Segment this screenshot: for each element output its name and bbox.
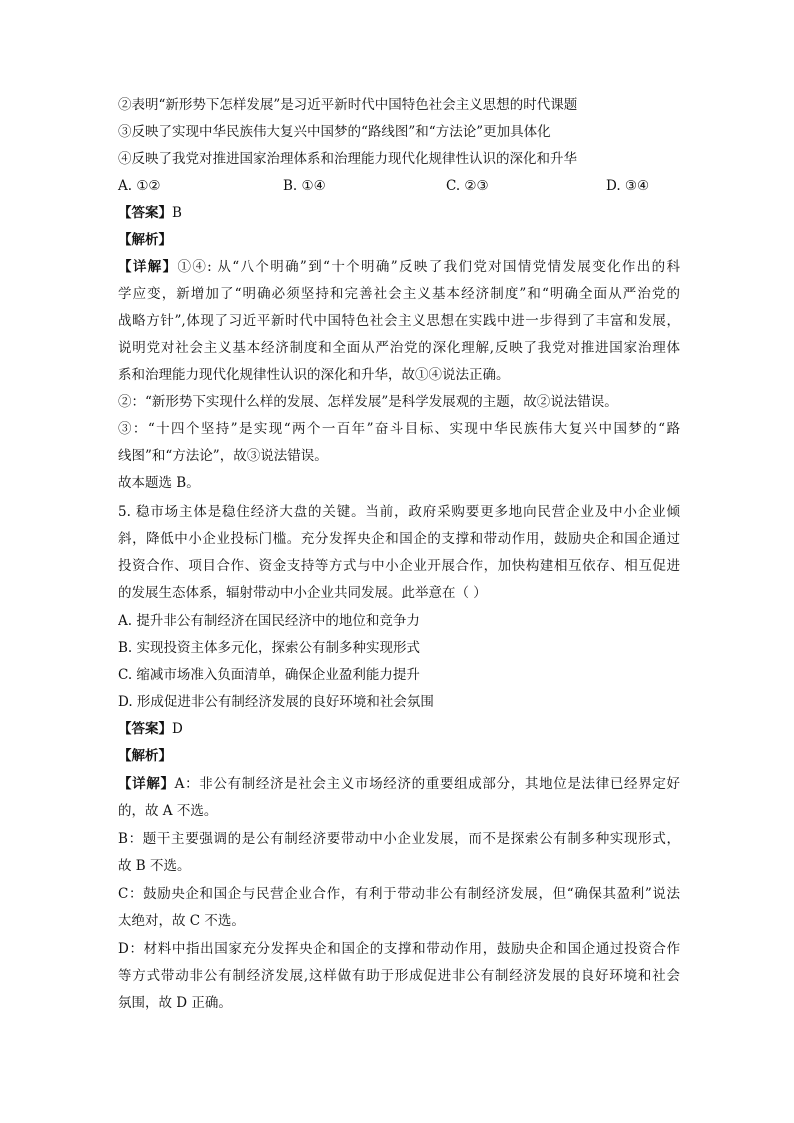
detail-tag: 【详解】 [118,259,178,275]
analysis-tag: 【解析】 [118,232,172,248]
q5-stem-line-4: 的发展生态体系，辐射带动中小企业共同发展。此举意在（ ） [118,585,487,601]
q5-stem-line-1: 5. 稳市场主体是稳住经济大盘的关键。当前，政府采购要更多地向民营企业及中小企业倾 [118,504,680,520]
q4-option-c: C. ②③ [446,178,489,194]
q4-option-a: A. ①② [118,178,161,194]
q5-detail-d-line-3: 氛围，故 D 正确。 [118,995,232,1011]
q5-option-b: B. 实现投资主体多元化，探索公有制多种实现形式 [118,640,421,656]
q5-detail-d-line-1: D：材料中指出国家充分发挥央企和国企的支撑和带动作用，鼓励央企和国企通过投资合作 [118,941,680,957]
q4-point-3-line-1: ③：“十四个坚持”是实现“两个一百年”奋斗目标、实现中华民族伟大复兴中国梦的“路 [118,421,680,437]
q4-conclusion: 故本题选 B。 [118,475,200,491]
answer-tag: 【答案】 [118,205,172,221]
q4-statement-3: ③反映了实现中华民族伟大复兴中国梦的“路线图”和“方法论”更加具体化 [118,124,551,140]
q4-statement-2: ②表明“新形势下怎样发展”是习近平新时代中国特色社会主义思想的时代课题 [118,97,578,113]
q5-detail-a-line-1 [118,774,680,794]
q4-analysis-heading [118,230,680,250]
q4-statement-4: ④反映了我党对推进国家治理体系和治理能力现代化规律性认识的深化和升华 [118,151,577,167]
q5-stem-line-3: 投资合作、项目合作、资金支持等方式与中小企业开展合作，加快构建相互依存、相互促进 [118,558,680,574]
q5-detail-d-line-2: 等方式带动非公有制经济发展,这样做有助于形成促进非公有制经济发展的良好环境和社会 [118,968,680,984]
q4-detail-line-2: 学应变，新增加了“明确必须坚持和完善社会主义基本经济制度”和“明确全面从严治党的 [118,286,680,302]
answer-tag: 【答案】 [118,721,172,737]
q5-option-d: D. 形成促进非公有制经济发展的良好环境和社会氛围 [118,694,434,710]
q4-option-d: D. ③④ [606,178,650,194]
q5-detail-a-line-2: 的，故 A 不选。 [118,803,218,819]
detail-text: ①④: 从“八个明确”到“十个明确”反映了我们党对国情党情发展变化作出的科 [177,259,680,275]
detail-tag: 【详解】 [118,776,175,792]
q4-detail-line-3: 战略方针”,体现了习近平新时代中国特色社会主义思想在实践中进一步得到了丰富和发展， [118,313,680,329]
q4-detail-line-5: 系和治理能力现代化规律性认识的深化和升华，故①④说法正确。 [118,367,510,383]
q4-point-3-line-2: 线图”和“方法论”，故③说法错误。 [118,448,328,464]
answer-value: B [172,205,182,221]
q4-answer [118,203,680,223]
q5-detail-b-line-2: 故 B 不选。 [118,858,191,874]
q4-option-b: B. ①④ [283,178,326,194]
analysis-tag: 【解析】 [118,748,172,764]
q5-option-a: A. 提升非公有制经济在国民经济中的地位和竞争力 [118,613,420,629]
answer-value: D [172,721,183,737]
q4-detail-line-1 [118,257,680,277]
q5-detail-c-line-2: 太绝对，故 C 不选。 [118,913,245,929]
q5-answer [118,719,680,739]
q4-point-2: ②：“新形势下实现什么样的发展、怎样发展”是科学发展观的主题，故②说法错误。 [118,394,618,410]
q5-detail-b-line-1: B：题干主要强调的是公有制经济要带动中小企业发展，而不是探索公有制多种实现形式， [118,831,680,847]
q5-stem-line-2: 斜，降低中小企业投标门槛。充分发挥央企和国企的支撑和带动作用，鼓励央企和国企通过 [118,531,680,547]
q5-option-c: C. 缩减市场准入负面清单，确保企业盈利能力提升 [118,667,420,683]
q5-analysis-heading [118,746,680,766]
detail-text: A：非公有制经济是社会主义市场经济的重要组成部分，其地位是法律已经界定好 [174,776,680,792]
q5-detail-c-line-1: C：鼓励央企和国企与民营企业合作，有利于带动非公有制经济发展，但“确保其盈利”说法 [118,886,680,902]
q4-detail-line-4: 说明党对社会主义基本经济制度和全面从严治党的深化理解,反映了我党对推进国家治理体 [118,340,680,356]
